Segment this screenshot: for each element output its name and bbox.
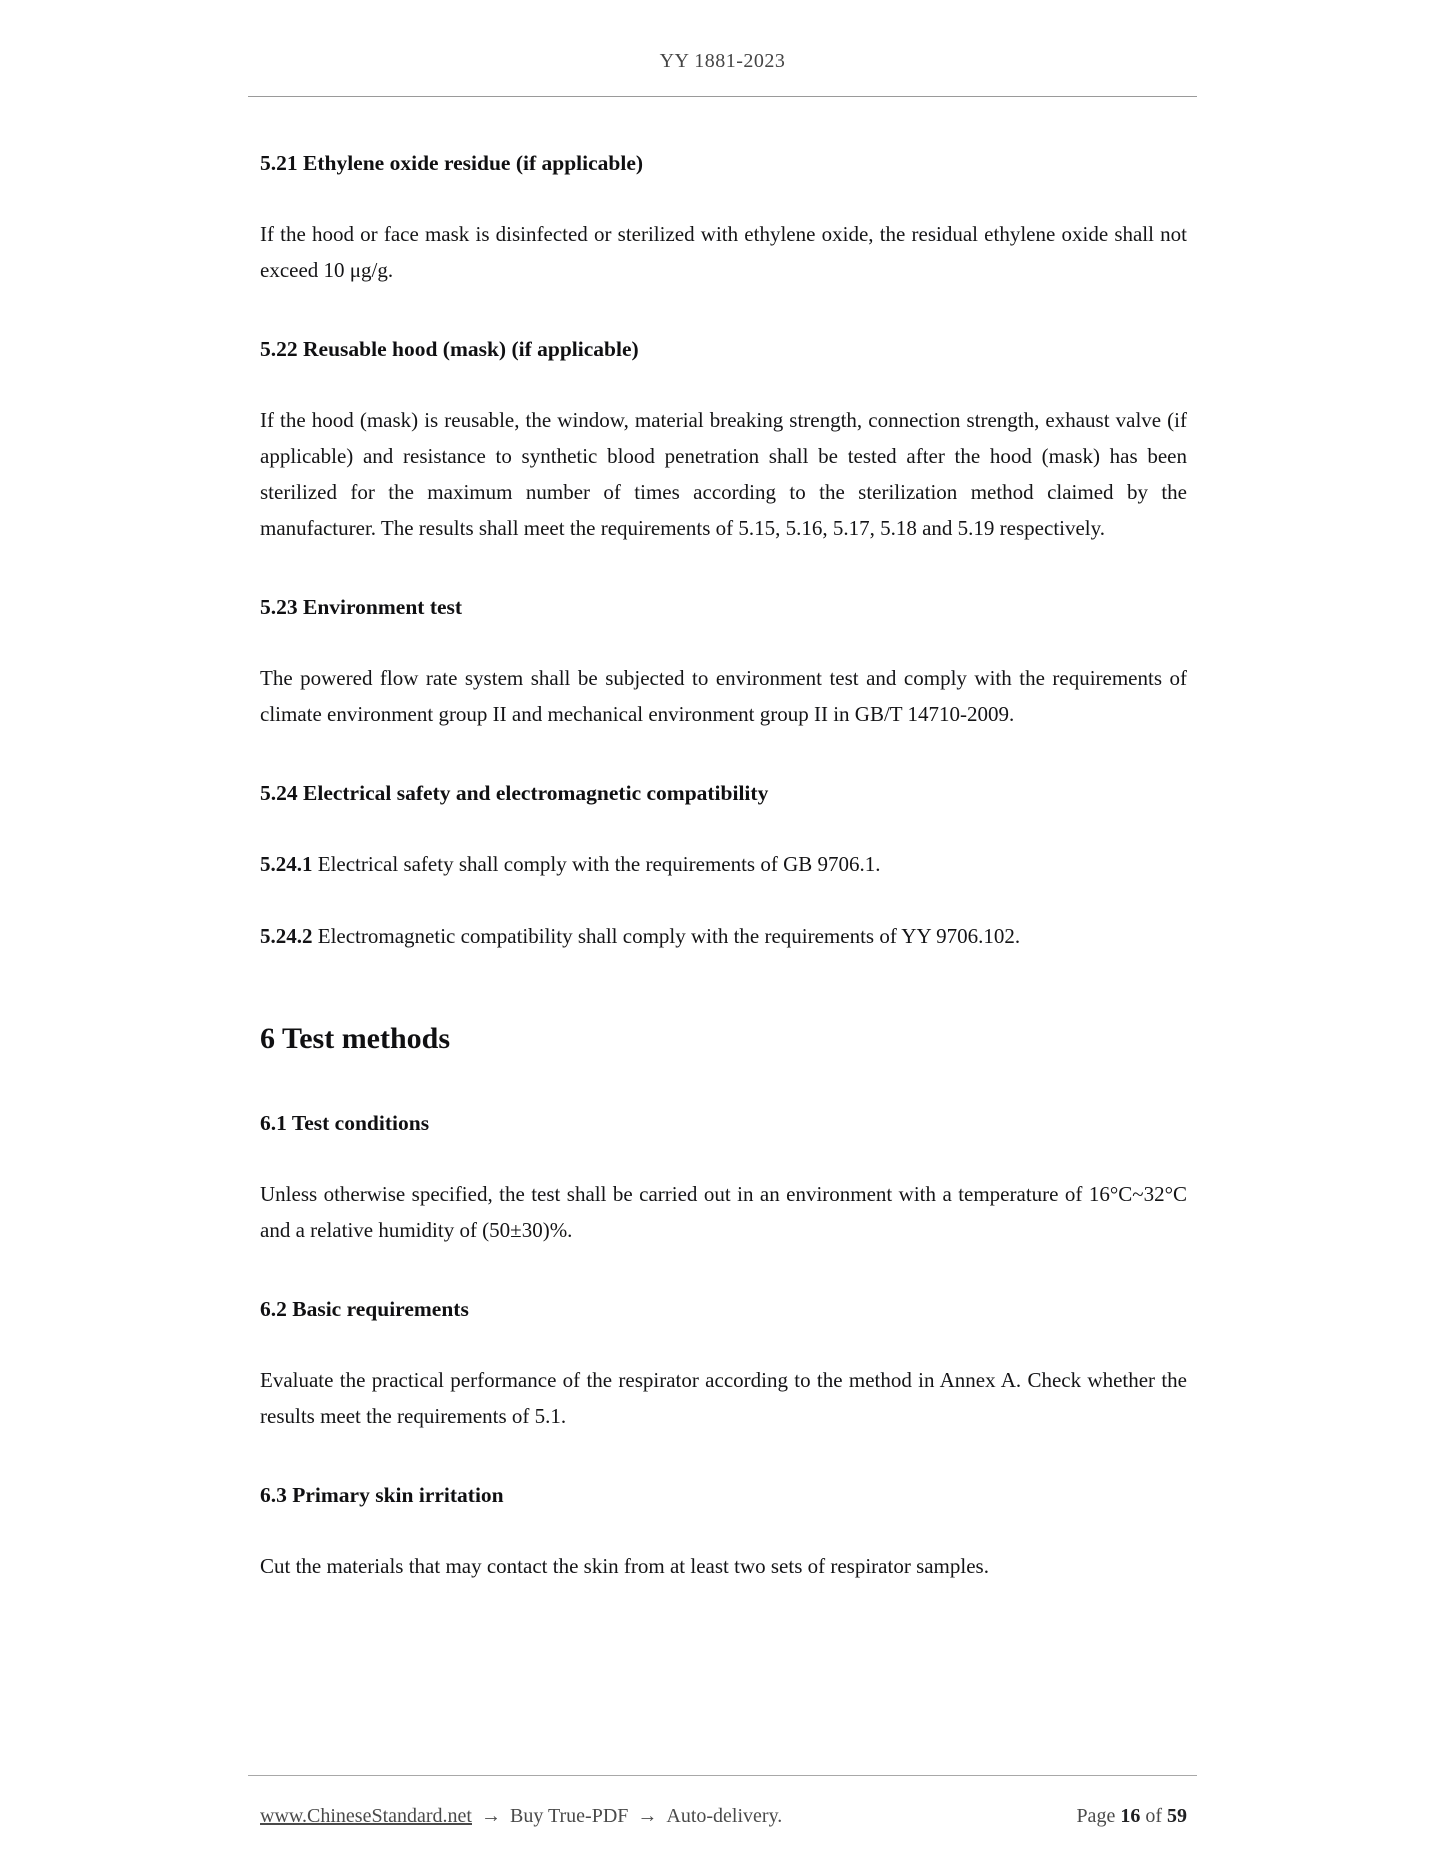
section-heading-5-24: 5.24 Electrical safety and electromagnetic compatibility	[260, 781, 769, 805]
arrow-right-icon: →	[637, 1805, 658, 1827]
clause-number: 5.24.1	[260, 852, 313, 876]
arrow-right-icon: →	[481, 1805, 501, 1827]
page-number: 16	[1120, 1805, 1141, 1827]
clause-number: 5.24.2	[260, 924, 313, 948]
paragraph: Unless otherwise specified, the test shall be carried out in an environment with a temperature of 16°C~32°C and a relative humidity of (50±30)%.	[260, 1182, 1187, 1242]
chapter-heading-6: 6 Test methods	[260, 1022, 451, 1055]
section-heading-6-3: 6.3 Primary skin irritation	[260, 1483, 504, 1507]
document-number-header: YY 1881-2023	[659, 50, 786, 72]
paragraph: The powered flow rate system shall be subjected to environment test and comply with the requirements of climate environment group II and mechanical environment group II in GB/T 14710-2009.	[260, 666, 1187, 726]
footer-auto-delivery-label: Auto-delivery.	[666, 1805, 783, 1827]
page-footer	[260, 1805, 1187, 1828]
page-label: Page	[1076, 1805, 1116, 1827]
clause-text: Electrical safety shall comply with the requirements of GB 9706.1.	[317, 852, 881, 876]
paragraph-clause	[260, 918, 1187, 954]
paragraph: Cut the materials that may contact the skin from at least two sets of respirator samples.	[260, 1554, 989, 1578]
section-heading-6-1: 6.1 Test conditions	[260, 1111, 430, 1135]
header-divider	[248, 96, 1197, 97]
section-heading-5-22: 5.22 Reusable hood (mask) (if applicable)	[260, 337, 639, 361]
section-heading-6-2: 6.2 Basic requirements	[260, 1297, 469, 1321]
page-indicator	[1076, 1805, 1187, 1828]
footer-buy-truepdf-label: Buy True-PDF	[510, 1805, 629, 1827]
total-pages: 59	[1167, 1805, 1187, 1827]
clause-text: Electromagnetic compatibility shall comply with the requirements of YY 9706.102.	[317, 924, 1021, 948]
paragraph: If the hood or face mask is disinfected or sterilized with ethylene oxide, the residual ethylene oxide shall not exceed 10 μg/g.	[260, 222, 1187, 282]
paragraph: Evaluate the practical performance of the respirator according to the method in Annex A. Check whether the results meet the requirements of 5.1.	[260, 1368, 1187, 1428]
paragraph: If the hood (mask) is reusable, the window, material breaking strength, connection strength, exhaust valve (if applicable) and resistance to synthetic blood penetration shall be tested after the hood (mask) has been sterilized for the maximum number of times according to the sterilization method claimed by the manufacturer. The results shall meet the requirements of 5.15, 5.16, 5.17, 5.18 and 5.19 respectively.	[260, 408, 1187, 540]
footer-source-line	[260, 1805, 782, 1828]
chinesestandard-link[interactable]: www.ChineseStandard.net	[260, 1805, 472, 1827]
document-body	[260, 102, 1187, 1620]
paragraph-clause	[260, 846, 1187, 882]
footer-divider	[248, 1775, 1197, 1776]
section-heading-5-23: 5.23 Environment test	[260, 595, 463, 619]
of-label: of	[1145, 1805, 1162, 1827]
section-heading-5-21: 5.21 Ethylene oxide residue (if applicable)	[260, 151, 644, 175]
